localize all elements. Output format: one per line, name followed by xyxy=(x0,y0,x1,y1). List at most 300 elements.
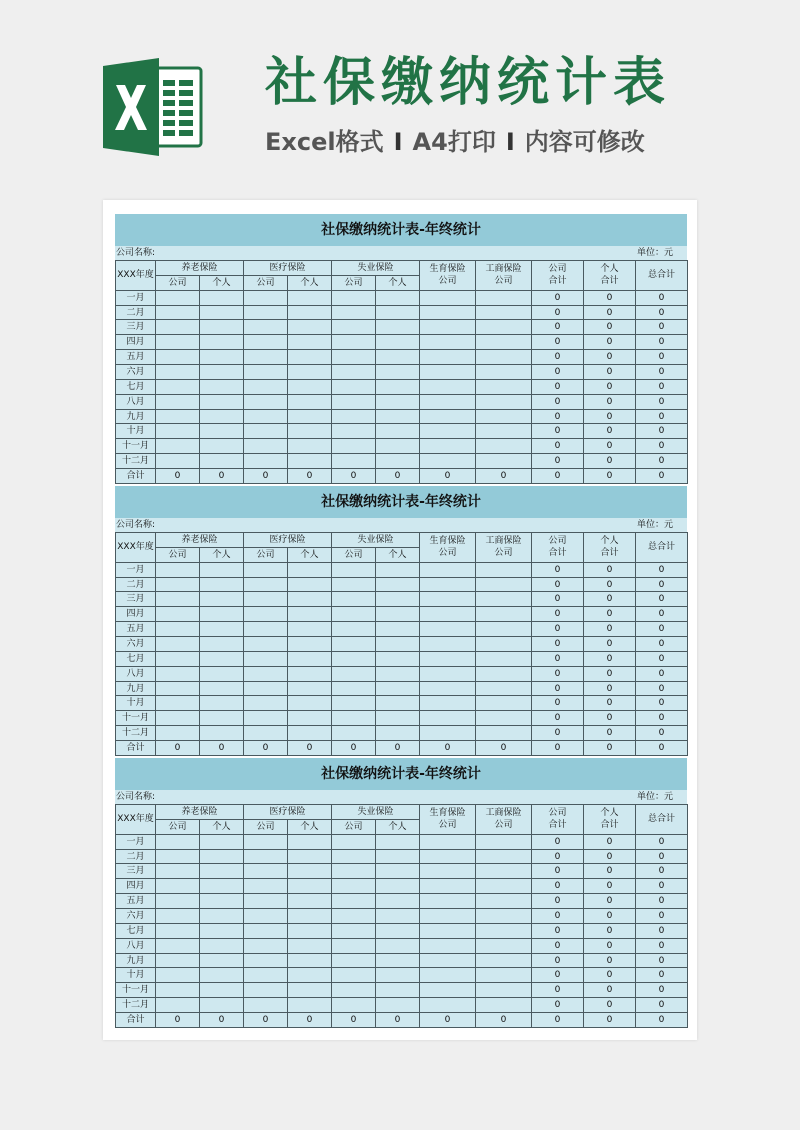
input-cell[interactable] xyxy=(376,592,420,607)
input-cell[interactable] xyxy=(476,607,532,622)
input-cell[interactable] xyxy=(332,562,376,577)
input-cell[interactable] xyxy=(420,365,476,380)
input-cell[interactable] xyxy=(244,424,288,439)
input-cell[interactable] xyxy=(244,350,288,365)
input-cell[interactable] xyxy=(288,726,332,741)
input-cell[interactable] xyxy=(244,953,288,968)
input-cell[interactable] xyxy=(288,666,332,681)
input-cell[interactable] xyxy=(288,849,332,864)
input-cell[interactable] xyxy=(200,879,244,894)
input-cell[interactable] xyxy=(476,335,532,350)
input-cell[interactable] xyxy=(420,305,476,320)
input-cell[interactable] xyxy=(332,909,376,924)
input-cell[interactable] xyxy=(156,335,200,350)
input-cell[interactable] xyxy=(332,681,376,696)
input-cell[interactable] xyxy=(332,394,376,409)
input-cell[interactable] xyxy=(332,879,376,894)
input-cell[interactable] xyxy=(420,998,476,1013)
input-cell[interactable] xyxy=(156,454,200,469)
input-cell[interactable] xyxy=(200,998,244,1013)
month-label: 三月 xyxy=(116,320,156,335)
input-cell[interactable] xyxy=(200,305,244,320)
input-cell[interactable] xyxy=(420,681,476,696)
input-cell[interactable] xyxy=(376,562,420,577)
input-cell[interactable] xyxy=(200,681,244,696)
input-cell[interactable] xyxy=(420,409,476,424)
input-cell[interactable] xyxy=(420,454,476,469)
input-cell[interactable] xyxy=(244,394,288,409)
input-cell[interactable] xyxy=(156,607,200,622)
input-cell[interactable] xyxy=(288,938,332,953)
input-cell[interactable] xyxy=(420,834,476,849)
input-cell[interactable] xyxy=(476,439,532,454)
table-row xyxy=(116,834,688,849)
input-cell[interactable] xyxy=(376,864,420,879)
input-cell[interactable] xyxy=(156,983,200,998)
input-cell[interactable] xyxy=(332,834,376,849)
input-cell[interactable] xyxy=(376,894,420,909)
input-cell[interactable] xyxy=(288,379,332,394)
input-cell[interactable] xyxy=(288,577,332,592)
input-cell[interactable] xyxy=(420,923,476,938)
input-cell[interactable] xyxy=(288,592,332,607)
input-cell[interactable] xyxy=(244,562,288,577)
input-cell[interactable] xyxy=(244,849,288,864)
input-cell[interactable] xyxy=(156,849,200,864)
input-cell[interactable] xyxy=(332,953,376,968)
input-cell[interactable] xyxy=(156,365,200,380)
input-cell[interactable] xyxy=(244,938,288,953)
input-cell[interactable] xyxy=(200,968,244,983)
input-cell[interactable] xyxy=(476,666,532,681)
input-cell[interactable] xyxy=(420,909,476,924)
input-cell[interactable] xyxy=(200,696,244,711)
input-cell[interactable] xyxy=(156,909,200,924)
input-cell[interactable] xyxy=(476,938,532,953)
input-cell[interactable] xyxy=(476,379,532,394)
input-cell[interactable] xyxy=(376,968,420,983)
input-cell[interactable] xyxy=(200,350,244,365)
input-cell[interactable] xyxy=(420,879,476,894)
input-cell[interactable] xyxy=(244,998,288,1013)
company-total-cell: 0 xyxy=(532,335,584,350)
input-cell[interactable] xyxy=(376,923,420,938)
input-cell[interactable] xyxy=(156,834,200,849)
input-cell[interactable] xyxy=(200,953,244,968)
input-cell[interactable] xyxy=(376,607,420,622)
input-cell[interactable] xyxy=(376,394,420,409)
input-cell[interactable] xyxy=(376,726,420,741)
input-cell[interactable] xyxy=(332,454,376,469)
input-cell[interactable] xyxy=(476,923,532,938)
input-cell[interactable] xyxy=(200,607,244,622)
input-cell[interactable] xyxy=(476,454,532,469)
input-cell[interactable] xyxy=(156,696,200,711)
input-cell[interactable] xyxy=(200,290,244,305)
input-cell[interactable] xyxy=(332,968,376,983)
input-cell[interactable] xyxy=(200,562,244,577)
input-cell[interactable] xyxy=(420,864,476,879)
input-cell[interactable] xyxy=(420,849,476,864)
table-row xyxy=(116,696,688,711)
input-cell[interactable] xyxy=(156,894,200,909)
input-cell[interactable] xyxy=(200,365,244,380)
input-cell[interactable] xyxy=(288,622,332,637)
input-cell[interactable] xyxy=(376,666,420,681)
input-cell[interactable] xyxy=(288,439,332,454)
input-cell[interactable] xyxy=(244,305,288,320)
input-cell[interactable] xyxy=(200,726,244,741)
input-cell[interactable] xyxy=(200,909,244,924)
input-cell[interactable] xyxy=(476,651,532,666)
input-cell[interactable] xyxy=(244,864,288,879)
input-cell[interactable] xyxy=(476,998,532,1013)
input-cell[interactable] xyxy=(200,379,244,394)
input-cell[interactable] xyxy=(476,849,532,864)
input-cell[interactable] xyxy=(332,894,376,909)
input-cell[interactable] xyxy=(156,938,200,953)
input-cell[interactable] xyxy=(200,622,244,637)
input-cell[interactable] xyxy=(244,666,288,681)
input-cell[interactable] xyxy=(476,726,532,741)
unemployment-header: 失业保险 xyxy=(332,805,420,820)
input-cell[interactable] xyxy=(332,666,376,681)
input-cell[interactable] xyxy=(156,320,200,335)
input-cell[interactable] xyxy=(420,696,476,711)
input-cell[interactable] xyxy=(376,577,420,592)
input-cell[interactable] xyxy=(288,968,332,983)
input-cell[interactable] xyxy=(332,849,376,864)
input-cell[interactable] xyxy=(476,953,532,968)
input-cell[interactable] xyxy=(200,320,244,335)
input-cell[interactable] xyxy=(288,983,332,998)
input-cell[interactable] xyxy=(420,651,476,666)
input-cell[interactable] xyxy=(332,983,376,998)
input-cell[interactable] xyxy=(332,592,376,607)
input-cell[interactable] xyxy=(420,592,476,607)
input-cell[interactable] xyxy=(288,696,332,711)
input-cell[interactable] xyxy=(376,424,420,439)
input-cell[interactable] xyxy=(244,651,288,666)
input-cell[interactable] xyxy=(288,923,332,938)
input-cell[interactable] xyxy=(156,711,200,726)
input-cell[interactable] xyxy=(376,983,420,998)
input-cell[interactable] xyxy=(156,953,200,968)
input-cell[interactable] xyxy=(476,637,532,652)
input-cell[interactable] xyxy=(200,592,244,607)
input-cell[interactable] xyxy=(476,409,532,424)
input-cell[interactable] xyxy=(420,424,476,439)
input-cell[interactable] xyxy=(376,409,420,424)
input-cell[interactable] xyxy=(200,834,244,849)
input-cell[interactable] xyxy=(376,290,420,305)
input-cell[interactable] xyxy=(156,864,200,879)
input-cell[interactable] xyxy=(244,379,288,394)
input-cell[interactable] xyxy=(376,439,420,454)
input-cell[interactable] xyxy=(376,454,420,469)
input-cell[interactable] xyxy=(200,651,244,666)
input-cell[interactable] xyxy=(376,651,420,666)
input-cell[interactable] xyxy=(332,439,376,454)
input-cell[interactable] xyxy=(332,365,376,380)
input-cell[interactable] xyxy=(376,365,420,380)
input-cell[interactable] xyxy=(200,894,244,909)
table-row xyxy=(116,290,688,305)
input-cell[interactable] xyxy=(476,350,532,365)
input-cell[interactable] xyxy=(332,379,376,394)
input-cell[interactable] xyxy=(332,577,376,592)
input-cell[interactable] xyxy=(288,394,332,409)
input-cell[interactable] xyxy=(288,607,332,622)
input-cell[interactable] xyxy=(288,864,332,879)
input-cell[interactable] xyxy=(376,622,420,637)
input-cell[interactable] xyxy=(420,607,476,622)
input-cell[interactable] xyxy=(200,864,244,879)
input-cell[interactable] xyxy=(156,290,200,305)
input-cell[interactable] xyxy=(476,622,532,637)
input-cell[interactable] xyxy=(476,909,532,924)
input-cell[interactable] xyxy=(332,711,376,726)
personal-total-cell: 0 xyxy=(584,864,636,879)
input-cell[interactable] xyxy=(156,439,200,454)
input-cell[interactable] xyxy=(476,577,532,592)
input-cell[interactable] xyxy=(288,320,332,335)
input-cell[interactable] xyxy=(156,409,200,424)
input-cell[interactable] xyxy=(476,834,532,849)
company-total-cell: 0 xyxy=(532,726,584,741)
input-cell[interactable] xyxy=(288,562,332,577)
input-cell[interactable] xyxy=(476,290,532,305)
input-cell[interactable] xyxy=(244,879,288,894)
input-cell[interactable] xyxy=(332,864,376,879)
input-cell[interactable] xyxy=(244,968,288,983)
input-cell[interactable] xyxy=(376,335,420,350)
input-cell[interactable] xyxy=(156,577,200,592)
input-cell[interactable] xyxy=(332,622,376,637)
input-cell[interactable] xyxy=(200,454,244,469)
input-cell[interactable] xyxy=(244,711,288,726)
input-cell[interactable] xyxy=(200,983,244,998)
input-cell[interactable] xyxy=(200,424,244,439)
input-cell[interactable] xyxy=(244,696,288,711)
input-cell[interactable] xyxy=(332,998,376,1013)
input-cell[interactable] xyxy=(420,894,476,909)
input-cell[interactable] xyxy=(244,320,288,335)
input-cell[interactable] xyxy=(244,726,288,741)
company-total-cell: 0 xyxy=(532,938,584,953)
input-cell[interactable] xyxy=(376,938,420,953)
input-cell[interactable] xyxy=(476,968,532,983)
input-cell[interactable] xyxy=(476,562,532,577)
input-cell[interactable] xyxy=(420,637,476,652)
input-cell[interactable] xyxy=(244,923,288,938)
input-cell[interactable] xyxy=(332,409,376,424)
input-cell[interactable] xyxy=(420,953,476,968)
input-cell[interactable] xyxy=(376,305,420,320)
input-cell[interactable] xyxy=(376,834,420,849)
input-cell[interactable] xyxy=(476,894,532,909)
input-cell[interactable] xyxy=(420,711,476,726)
input-cell[interactable] xyxy=(244,577,288,592)
input-cell[interactable] xyxy=(332,923,376,938)
input-cell[interactable] xyxy=(476,696,532,711)
input-cell[interactable] xyxy=(332,290,376,305)
input-cell[interactable] xyxy=(244,365,288,380)
month-label: 九月 xyxy=(116,409,156,424)
input-cell[interactable] xyxy=(156,666,200,681)
input-cell[interactable] xyxy=(332,696,376,711)
input-cell[interactable] xyxy=(288,365,332,380)
input-cell[interactable] xyxy=(420,320,476,335)
input-cell[interactable] xyxy=(420,577,476,592)
input-cell[interactable] xyxy=(420,350,476,365)
input-cell[interactable] xyxy=(420,666,476,681)
input-cell[interactable] xyxy=(420,335,476,350)
input-cell[interactable] xyxy=(332,350,376,365)
input-cell[interactable] xyxy=(244,439,288,454)
input-cell[interactable] xyxy=(288,909,332,924)
input-cell[interactable] xyxy=(244,592,288,607)
input-cell[interactable] xyxy=(288,637,332,652)
input-cell[interactable] xyxy=(244,637,288,652)
input-cell[interactable] xyxy=(288,879,332,894)
input-cell[interactable] xyxy=(332,651,376,666)
input-cell[interactable] xyxy=(156,637,200,652)
input-cell[interactable] xyxy=(288,409,332,424)
input-cell[interactable] xyxy=(156,651,200,666)
medical-header: 医疗保险 xyxy=(244,805,332,820)
input-cell[interactable] xyxy=(156,622,200,637)
input-cell[interactable] xyxy=(244,454,288,469)
input-cell[interactable] xyxy=(244,894,288,909)
input-cell[interactable] xyxy=(476,365,532,380)
maternity-header xyxy=(420,805,476,835)
input-cell[interactable] xyxy=(476,864,532,879)
input-cell[interactable] xyxy=(156,968,200,983)
input-cell[interactable] xyxy=(156,379,200,394)
input-cell[interactable] xyxy=(376,350,420,365)
input-cell[interactable] xyxy=(476,394,532,409)
input-cell[interactable] xyxy=(476,983,532,998)
input-cell[interactable] xyxy=(288,424,332,439)
input-cell[interactable] xyxy=(476,711,532,726)
input-cell[interactable] xyxy=(200,637,244,652)
input-cell[interactable] xyxy=(420,290,476,305)
input-cell[interactable] xyxy=(156,350,200,365)
input-cell[interactable] xyxy=(376,379,420,394)
input-cell[interactable] xyxy=(288,335,332,350)
input-cell[interactable] xyxy=(200,849,244,864)
input-cell[interactable] xyxy=(376,849,420,864)
input-cell[interactable] xyxy=(332,637,376,652)
input-cell[interactable] xyxy=(420,562,476,577)
input-cell[interactable] xyxy=(420,622,476,637)
input-cell[interactable] xyxy=(288,651,332,666)
input-cell[interactable] xyxy=(332,424,376,439)
input-cell[interactable] xyxy=(156,681,200,696)
input-cell[interactable] xyxy=(244,409,288,424)
input-cell[interactable] xyxy=(288,953,332,968)
input-cell[interactable] xyxy=(288,834,332,849)
input-cell[interactable] xyxy=(476,305,532,320)
input-cell[interactable] xyxy=(156,998,200,1013)
input-cell[interactable] xyxy=(376,909,420,924)
input-cell[interactable] xyxy=(200,577,244,592)
input-cell[interactable] xyxy=(200,666,244,681)
input-cell[interactable] xyxy=(288,894,332,909)
input-cell[interactable] xyxy=(376,711,420,726)
input-cell[interactable] xyxy=(244,834,288,849)
input-cell[interactable] xyxy=(288,305,332,320)
input-cell[interactable] xyxy=(476,592,532,607)
input-cell[interactable] xyxy=(156,562,200,577)
input-cell[interactable] xyxy=(288,711,332,726)
input-cell[interactable] xyxy=(476,320,532,335)
input-cell[interactable] xyxy=(244,607,288,622)
input-cell[interactable] xyxy=(156,923,200,938)
input-cell[interactable] xyxy=(288,350,332,365)
input-cell[interactable] xyxy=(244,681,288,696)
input-cell[interactable] xyxy=(332,305,376,320)
input-cell[interactable] xyxy=(200,335,244,350)
input-cell[interactable] xyxy=(376,953,420,968)
input-cell[interactable] xyxy=(200,711,244,726)
input-cell[interactable] xyxy=(244,335,288,350)
input-cell[interactable] xyxy=(244,983,288,998)
input-cell[interactable] xyxy=(376,681,420,696)
input-cell[interactable] xyxy=(332,938,376,953)
input-cell[interactable] xyxy=(332,320,376,335)
input-cell[interactable] xyxy=(376,998,420,1013)
input-cell[interactable] xyxy=(156,394,200,409)
input-cell[interactable] xyxy=(156,726,200,741)
input-cell[interactable] xyxy=(288,998,332,1013)
input-cell[interactable] xyxy=(244,622,288,637)
input-cell[interactable] xyxy=(332,335,376,350)
input-cell[interactable] xyxy=(376,320,420,335)
input-cell[interactable] xyxy=(420,983,476,998)
input-cell[interactable] xyxy=(420,938,476,953)
input-cell[interactable] xyxy=(288,681,332,696)
input-cell[interactable] xyxy=(200,394,244,409)
input-cell[interactable] xyxy=(288,290,332,305)
input-cell[interactable] xyxy=(476,424,532,439)
input-cell[interactable] xyxy=(332,726,376,741)
input-cell[interactable] xyxy=(420,968,476,983)
input-cell[interactable] xyxy=(420,726,476,741)
input-cell[interactable] xyxy=(156,879,200,894)
input-cell[interactable] xyxy=(156,424,200,439)
input-cell[interactable] xyxy=(476,879,532,894)
input-cell[interactable] xyxy=(156,592,200,607)
input-cell[interactable] xyxy=(376,879,420,894)
input-cell[interactable] xyxy=(420,439,476,454)
input-cell[interactable] xyxy=(288,454,332,469)
input-cell[interactable] xyxy=(476,681,532,696)
input-cell[interactable] xyxy=(200,409,244,424)
input-cell[interactable] xyxy=(200,938,244,953)
input-cell[interactable] xyxy=(156,305,200,320)
input-cell[interactable] xyxy=(376,637,420,652)
input-cell[interactable] xyxy=(244,909,288,924)
input-cell[interactable] xyxy=(200,923,244,938)
input-cell[interactable] xyxy=(420,394,476,409)
input-cell[interactable] xyxy=(200,439,244,454)
input-cell[interactable] xyxy=(332,607,376,622)
input-cell[interactable] xyxy=(376,696,420,711)
input-cell[interactable] xyxy=(244,290,288,305)
input-cell[interactable] xyxy=(420,379,476,394)
